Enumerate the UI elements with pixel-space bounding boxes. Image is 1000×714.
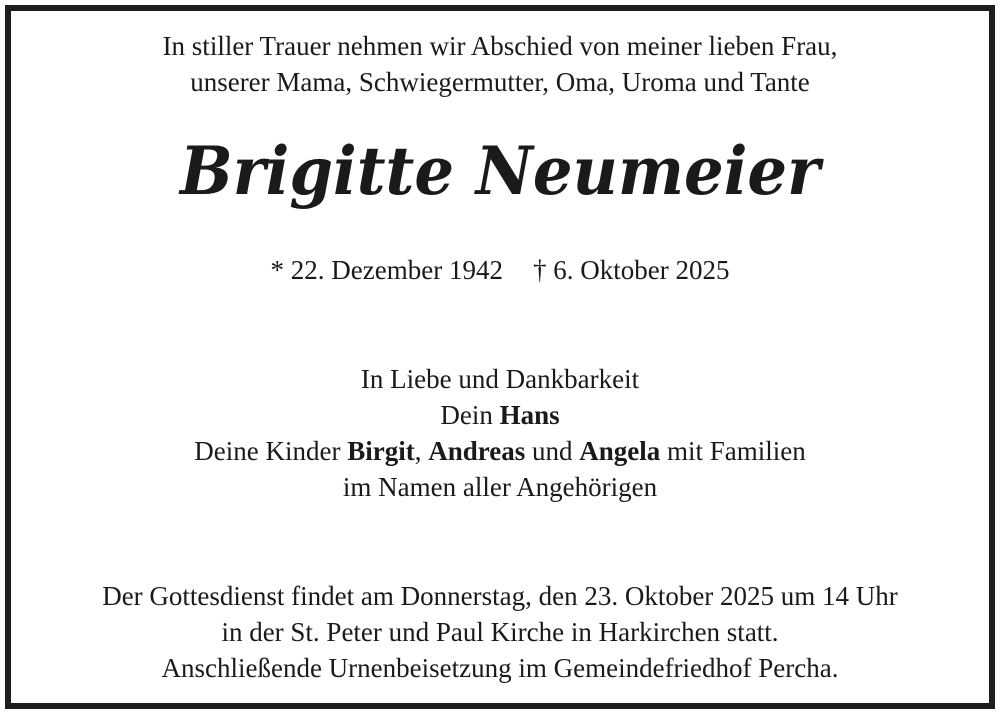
child-name-1: Birgit [347, 436, 415, 466]
mourners-line-4: im Namen aller Angehörigen [342, 472, 658, 502]
intro-line-2: unserer Mama, Schwiegermutter, Oma, Uroma und Tante [190, 67, 810, 97]
mourners-line-3: Deine Kinder Birgit, Andreas und Angela mit Familien [194, 436, 806, 466]
child-name-2: Andreas [428, 436, 526, 466]
service-line-1: Der Gottesdienst findet am Donnerstag, den 23. Oktober 2025 um 14 Uhr [102, 581, 898, 611]
intro-line-1: In stiller Trauer nehmen wir Abschied von meiner lieben Frau, [162, 31, 838, 61]
birth-date: * 22. Dezember 1942 [270, 255, 503, 285]
death-date: † 6. Oktober 2025 [532, 255, 730, 285]
mourners-line-1: In Liebe und Dankbarkeit [360, 364, 640, 394]
child-name-3: Angela [579, 436, 661, 466]
deceased-name-text: Brigitte Neumeier [178, 132, 824, 210]
service-line-3: Anschließende Urnenbeisetzung im Gemeindefriedhof Percha. [161, 653, 839, 683]
life-dates [0, 253, 1000, 287]
spouse-name: Hans [499, 400, 560, 430]
mourners-line-2: Dein Hans [440, 400, 560, 430]
deceased-name [0, 118, 1000, 228]
service-line-2: in der St. Peter und Paul Kirche in Harkirchen statt. [221, 617, 779, 647]
